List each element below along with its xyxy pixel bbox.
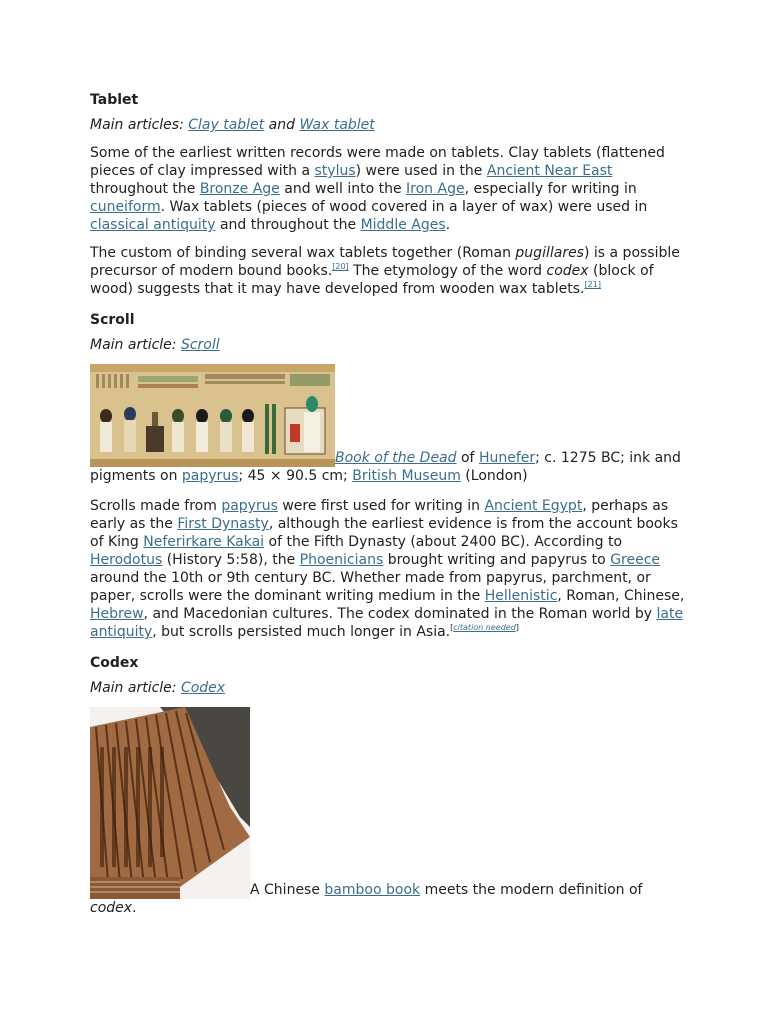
link-middle-ages[interactable]: Middle Ages — [360, 217, 446, 233]
citation-needed-tag — [450, 623, 519, 632]
codex-hatnote — [90, 679, 690, 697]
reference-20[interactable]: [20] — [332, 262, 349, 271]
hatnote-prefix: Main article: — [90, 337, 181, 353]
text-run: The custom of binding several wax tablets together (Roman — [90, 245, 516, 261]
link-codex[interactable]: Codex — [180, 680, 226, 696]
link-ancient-near-east[interactable]: Ancient Near East — [486, 163, 613, 179]
reference-21[interactable]: [21] — [584, 280, 601, 289]
hatnote-and: and — [264, 117, 300, 133]
text-run: . — [445, 217, 451, 233]
text-run: of the Fifth Dynasty (about 2400 BC). According to — [264, 534, 623, 550]
text-run: , perhaps as early as the — [90, 498, 669, 532]
text-run: were first used for writing in — [277, 498, 485, 514]
link-book-of-the-dead[interactable]: Book of the Dead — [335, 450, 457, 466]
link-scroll[interactable]: Scroll — [180, 337, 220, 353]
article-content — [90, 88, 690, 917]
text-run: [ — [450, 623, 454, 632]
scroll-paragraph-1 — [90, 497, 690, 641]
text-run: Some of the earliest written records were made on tablets. Clay tablets (flattened pieces of clay impressed with a — [90, 145, 665, 179]
link-hebrew[interactable]: Hebrew — [90, 606, 144, 622]
tablet-heading: Tablet — [90, 92, 139, 108]
link-papyrus-caption[interactable]: papyrus — [181, 468, 239, 484]
text-run: Scrolls made from — [90, 498, 222, 514]
text-run: (block of wood) suggests that it may have developed from wooden wax tablets. — [90, 263, 654, 297]
scroll-figure — [90, 364, 690, 485]
link-late-antiquity[interactable]: late antiquity — [90, 606, 684, 640]
link-classical-antiquity[interactable]: classical antiquity — [90, 217, 216, 233]
tablet-paragraph-1 — [90, 144, 690, 234]
hatnote-prefix: Main articles: — [90, 117, 189, 133]
link-papyrus[interactable]: papyrus — [221, 498, 278, 514]
text-run: . Wax tablets (pieces of wood covered in a layer of wax) were used in — [160, 199, 648, 215]
scroll-hatnote — [90, 336, 690, 354]
book-of-the-dead-image[interactable] — [90, 364, 335, 467]
text-run: , but scrolls persisted much longer in Asia. — [152, 624, 451, 640]
codex-heading: Codex — [90, 655, 139, 671]
bamboo-book-image[interactable] — [90, 707, 250, 899]
text-run: of — [456, 450, 479, 466]
link-neferirkare-kakai[interactable]: Neferirkare Kakai — [143, 534, 265, 550]
text-run: (History 5:58), the — [162, 552, 300, 568]
link-greece[interactable]: Greece — [610, 552, 661, 568]
text-run: A Chinese — [250, 882, 325, 898]
text-run: and throughout the — [215, 217, 361, 233]
codex-figure — [90, 707, 690, 917]
text-run: ] — [515, 623, 519, 632]
text-run: ; 45 × 90.5 cm; — [238, 468, 353, 484]
link-british-museum[interactable]: British Museum — [352, 468, 461, 484]
bamboo-book-illustration — [90, 707, 250, 899]
text-run: around the 10th or 9th century BC. Whether made from papyrus, parchment, or paper, scrolls were the dominant writing medium in the — [90, 570, 651, 604]
link-hellenistic[interactable]: Hellenistic — [484, 588, 558, 604]
term-codex: codex — [546, 263, 589, 279]
tablet-hatnote — [90, 116, 690, 134]
text-run: , especially for writing in — [464, 181, 637, 197]
text-run: , and Macedonian cultures. The codex dominated in the Roman world by — [143, 606, 657, 622]
text-run: ) is a possible precursor of modern bound books. — [90, 245, 680, 279]
papyrus-illustration — [90, 364, 335, 467]
text-run: The etymology of the word — [348, 263, 547, 279]
link-bamboo-book[interactable]: bamboo book — [324, 882, 421, 898]
link-phoenicians[interactable]: Phoenicians — [299, 552, 384, 568]
link-iron-age[interactable]: Iron Age — [406, 181, 465, 197]
term-codex: codex — [90, 900, 133, 916]
link-citation-needed[interactable]: citation needed — [453, 623, 516, 632]
text-run: (London) — [460, 468, 528, 484]
link-hunefer[interactable]: Hunefer — [478, 450, 536, 466]
text-run: meets the modern definition of — [420, 882, 643, 898]
text-run: ) were used in the — [355, 163, 487, 179]
text-run: ; c. 1275 BC; ink and pigments on — [90, 450, 681, 484]
link-ancient-egypt[interactable]: Ancient Egypt — [484, 498, 583, 514]
text-run: throughout the — [90, 181, 200, 197]
text-run: . — [132, 900, 137, 916]
link-clay-tablet[interactable]: Clay tablet — [188, 117, 265, 133]
scroll-heading: Scroll — [90, 312, 135, 328]
link-first-dynasty[interactable]: First Dynasty — [177, 516, 269, 532]
link-cuneiform[interactable]: cuneiform — [90, 199, 161, 215]
tablet-paragraph-2 — [90, 244, 690, 298]
link-stylus[interactable]: stylus — [314, 163, 356, 179]
term-pugillares: pugillares — [515, 245, 584, 261]
text-run: and well into the — [279, 181, 407, 197]
text-run: , Roman, Chinese, — [557, 588, 685, 604]
hatnote-prefix: Main article: — [90, 680, 181, 696]
link-wax-tablet[interactable]: Wax tablet — [299, 117, 375, 133]
link-bronze-age[interactable]: Bronze Age — [199, 181, 280, 197]
text-run: , although the earliest evidence is from the account books of King — [90, 516, 678, 550]
link-herodotus[interactable]: Herodotus — [90, 552, 163, 568]
text-run: brought writing and papyrus to — [383, 552, 611, 568]
